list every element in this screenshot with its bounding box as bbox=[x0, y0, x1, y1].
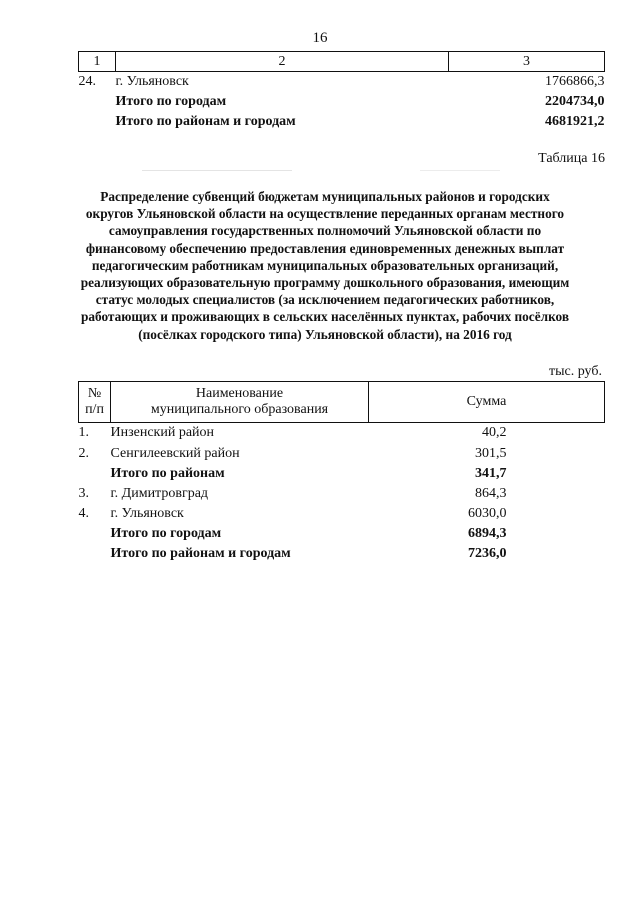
row-name: Итого по городам bbox=[110, 525, 222, 541]
scan-artifact bbox=[0, 0, 640, 1]
row-name: г. Димитровград bbox=[110, 485, 209, 501]
row-name: Итого по районам и городам bbox=[115, 114, 296, 129]
table-header-row bbox=[79, 382, 605, 423]
row-number: 2. bbox=[78, 445, 89, 461]
table-row-total bbox=[79, 524, 605, 544]
table-continuation bbox=[78, 51, 605, 132]
row-sum: 4681921,2 bbox=[545, 114, 605, 129]
table-row-total bbox=[79, 112, 605, 132]
row-sum: 341,7 bbox=[475, 465, 507, 481]
row-name: Сенгилеевский район bbox=[110, 445, 240, 461]
units-label: тыс. руб. bbox=[549, 364, 602, 379]
row-number bbox=[79, 464, 111, 484]
header-name: Наименование муниципального образования bbox=[111, 382, 369, 423]
table-row bbox=[79, 444, 605, 464]
row-number bbox=[79, 112, 116, 132]
row-sum: 864,3 bbox=[475, 485, 507, 501]
document-title: Распределение субвенций бюджетам муниципальных районов и городских округов Ульяновской области на осуществление переданных органам местного самоуправления государственных полномочий Ульяновской области по финансовому обеспечению предоставления единовременных денежных выплат педагогическим работникам муниципальных образовательных организаций, реализующих образовательную программу дошкольного образования, имеющим статус молодых специалистов (за исключением педагогических работников, работающих и проживающих в сельских населённых пунктах, рабочих посёлков (посёлках городского типа) Ульяновской области), на 2016 год bbox=[80, 189, 570, 342]
row-sum: 301,5 bbox=[475, 445, 507, 461]
row-sum: 2204734,0 bbox=[545, 94, 605, 109]
row-number bbox=[79, 92, 116, 112]
row-number: 24. bbox=[78, 74, 96, 89]
table-header-row bbox=[79, 52, 605, 72]
row-number: 4. bbox=[78, 505, 89, 521]
row-name: г. Ульяновск bbox=[110, 505, 184, 521]
header-sum: Сумма bbox=[369, 382, 605, 423]
row-name: г. Ульяновск bbox=[115, 74, 189, 89]
column-number-header: 2 bbox=[116, 52, 449, 72]
table-row bbox=[79, 423, 605, 444]
row-name: Итого по районам и городам bbox=[110, 545, 291, 561]
row-name: Инзенский район bbox=[110, 425, 215, 441]
table-row bbox=[79, 484, 605, 504]
table-row-total bbox=[79, 92, 605, 112]
row-number: 3. bbox=[78, 485, 89, 501]
row-number bbox=[79, 524, 111, 544]
column-number-header: 3 bbox=[449, 52, 605, 72]
table-row bbox=[79, 504, 605, 524]
row-sum: 40,2 bbox=[482, 425, 507, 441]
table-label: Таблица 16 bbox=[538, 151, 605, 166]
row-name: Итого по районам bbox=[110, 465, 225, 481]
table-row bbox=[79, 72, 605, 93]
distribution-table bbox=[78, 381, 605, 564]
row-sum: 6030,0 bbox=[468, 505, 507, 521]
row-sum: 1766866,3 bbox=[545, 74, 605, 89]
table-row-total bbox=[79, 464, 605, 484]
column-number-header: 1 bbox=[79, 52, 116, 72]
row-number: 1. bbox=[78, 425, 89, 441]
row-sum: 6894,3 bbox=[468, 525, 507, 541]
row-number bbox=[79, 544, 111, 564]
page-number: 16 bbox=[312, 30, 328, 46]
row-name: Итого по городам bbox=[115, 94, 227, 109]
header-number: № п/п bbox=[79, 382, 111, 423]
table-row-total bbox=[79, 544, 605, 564]
row-sum: 7236,0 bbox=[468, 545, 507, 561]
